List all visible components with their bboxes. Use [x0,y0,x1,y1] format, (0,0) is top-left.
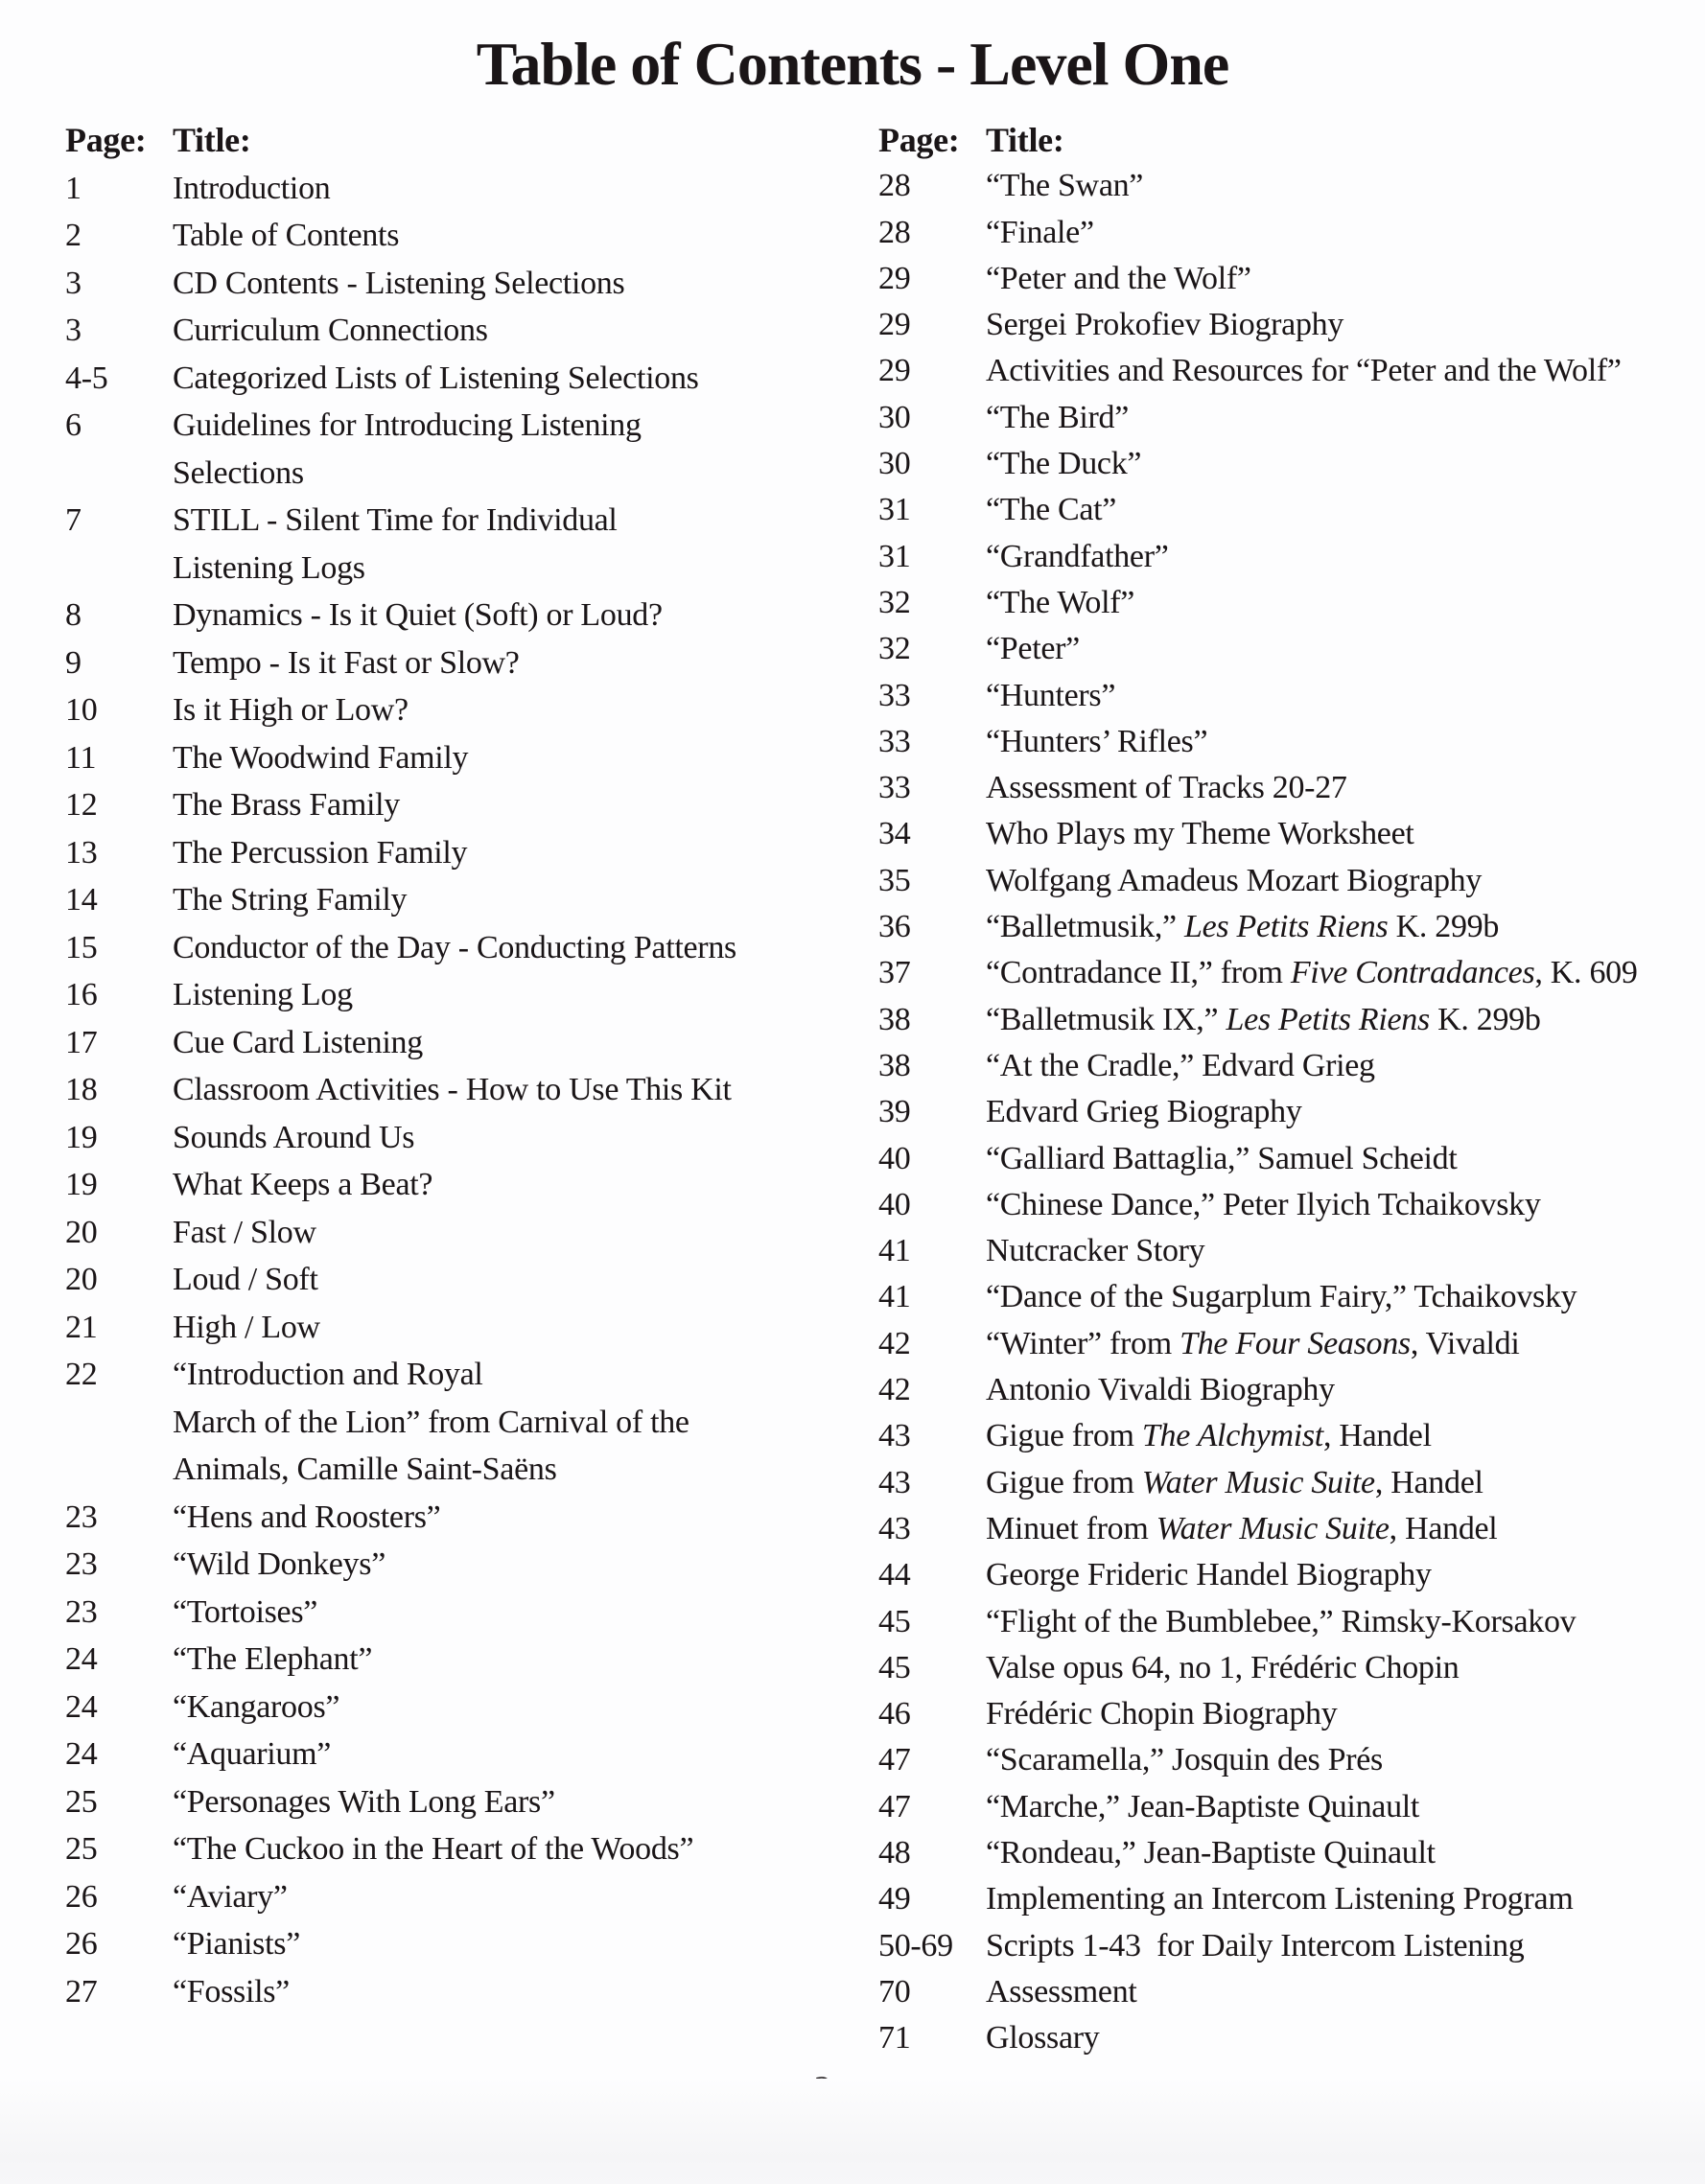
toc-entry-title: Is it High or Low? [173,692,409,728]
toc-entry [65,1968,842,2016]
toc-entry-title: “Hunters’ Rifles” [986,723,1208,759]
toc-entry-title: “Tortoises” [173,1593,318,1630]
toc-entry [878,302,1699,348]
toc-entry-page: 7 [65,502,82,538]
toc-entry-page: 24 [65,1688,98,1725]
toc-entry-title: Antonio Vivaldi Biography [986,1372,1335,1408]
toc-entry [65,592,842,639]
toc-entry-page: 40 [878,1186,911,1222]
toc-entry-page: 38 [878,1001,911,1037]
toc-entry [878,1784,1699,1830]
toc-entry [65,1256,842,1304]
toc-entry [65,1636,842,1684]
toc-entry [878,1645,1699,1691]
toc-entry [878,765,1699,811]
toc-entry-page: 33 [878,770,911,806]
toc-entry-page: 22 [65,1357,98,1392]
toc-entry-page: 21 [65,1309,98,1345]
toc-entry-title: “Galliard Battaglia,” Samuel Scheidt [986,1140,1458,1176]
toc-entry-title: “The Wolf” [986,584,1135,620]
toc-entry-page: 35 [878,862,911,898]
toc-entry-page: 25 [65,1783,98,1820]
toc-entry-page: 32 [878,631,911,667]
toc-entry-page: 14 [65,882,98,918]
toc-entry-page: 47 [878,1788,911,1824]
toc-entry-page: 41 [878,1279,911,1315]
toc-entry [65,1494,842,1542]
toc-entry-title: “The Swan” [986,168,1144,204]
toc-entry-title: Implementing an Intercom Listening Program [986,1881,1574,1917]
toc-entry [878,210,1699,256]
toc-column-left-entries [65,165,842,2016]
toc-entry [878,950,1699,996]
toc-entry-page: 23 [65,1499,98,1535]
toc-entry-title: “Chinese Dance,” Peter Ilyich Tchaikovsky [986,1186,1541,1222]
toc-entry-title: “Finale” [986,214,1094,250]
toc-entry-page: 26 [65,1878,98,1915]
toc-entry [878,811,1699,857]
toc-entry [65,924,842,972]
toc-entry-page: 43 [878,1510,911,1546]
toc-entry-page: 71 [878,2020,911,2056]
toc-entry-page: 17 [65,1024,98,1060]
toc-entry [878,626,1699,672]
toc-entry-title: “Aquarium” [173,1736,332,1772]
toc-entry-title: High / Low [173,1309,320,1345]
toc-entry-title: “Balletmusik IX,” Les Petits Riens K. 299b [986,1001,1541,1037]
toc-entry-page: 36 [878,909,911,945]
toc-entry [878,1969,1699,2015]
toc-entry-page: 23 [65,1546,98,1582]
toc-entry-page: 30 [878,446,911,482]
toc-entry [65,1209,842,1257]
toc-entry-page: 28 [878,168,911,204]
toc-entry-title: The Percussion Family [173,834,468,871]
toc-entry-title: Glossary [986,2020,1100,2056]
toc-entry-page: 70 [878,1973,911,2010]
toc-entry-page: 29 [878,353,911,389]
toc-entry [878,348,1699,394]
toc-entry-page: 13 [65,834,98,871]
toc-column-left [65,117,842,2015]
toc-entry [65,686,842,734]
toc-entry-page: 24 [65,1641,98,1677]
toc-entry-title: “Balletmusik,” Les Petits Riens K. 299b [986,909,1500,945]
toc-entry [65,1541,842,1589]
toc-entry-title: George Frideric Handel Biography [986,1557,1432,1593]
toc-entry-page: 45 [878,1649,911,1685]
toc-entry-page: 8 [65,597,82,633]
toc-entry-page: 19 [65,1119,98,1155]
page-column-header: Page: [878,121,960,159]
toc-entry [878,256,1699,302]
toc-entry-title: Assessment of Tracks 20-27 [986,770,1347,806]
toc-column-right [878,117,1699,2061]
toc-entry-title: Dynamics - Is it Quiet (Soft) or Loud? [173,597,663,633]
toc-entry-title: Classroom Activities - How to Use This Kit [173,1072,732,1107]
toc-entry-page: 44 [878,1557,911,1593]
toc-entry-page: 42 [878,1372,911,1408]
toc-entry [878,673,1699,719]
toc-entry-title: “Aviary” [173,1878,288,1915]
toc-entry-page: 45 [878,1603,911,1639]
toc-entry-page: 20 [65,1262,98,1297]
toc-entry [65,1161,842,1209]
toc-entry-page: 43 [878,1464,911,1500]
toc-entry-title: What Keeps a Beat? [173,1167,433,1202]
toc-entry [878,1923,1699,1969]
toc-entry [878,163,1699,209]
toc-entry-page: 1 [65,170,82,206]
toc-entry [65,639,842,687]
toc-entry [65,734,842,782]
toc-entry-title: Frédéric Chopin Biography [986,1696,1338,1732]
toc-entry-page: 33 [878,677,911,713]
title-column-header: Title: [986,121,1064,159]
toc-entry [878,1830,1699,1876]
toc-entry-title: Cue Card Listening [173,1024,423,1060]
toc-entry-page: 11 [65,739,97,776]
title-column-header: Title: [173,121,251,159]
toc-entry [65,1684,842,1731]
toc-entry [878,1228,1699,1274]
toc-entry-page: 38 [878,1047,911,1083]
toc-entry-title: “The Duck” [986,446,1142,482]
toc-entry-page: 18 [65,1072,98,1107]
toc-entry-title: “Hunters” [986,677,1116,713]
toc-entry-title: “Scaramella,” Josquin des Prés [986,1742,1383,1778]
toc-entry-page: 42 [878,1325,911,1361]
toc-entry [65,829,842,877]
toc-entry-title: “Peter and the Wolf” [986,260,1251,296]
toc-entry-page: 3 [65,313,82,348]
page-column-header: Page: [65,121,147,159]
toc-entry [878,1506,1699,1552]
toc-entry-title: Categorized Lists of Listening Selections [173,360,699,396]
toc-entry-page: 50-69 [878,1927,953,1963]
toc-entry [65,1351,842,1494]
toc-entry [65,1304,842,1352]
toc-entry-page: 12 [65,787,98,823]
page-bottom-shading [0,2079,1705,2184]
toc-entry [65,212,842,260]
toc-entry [65,1920,842,1968]
toc-entry [65,971,842,1019]
toc-entry [878,1460,1699,1506]
toc-entry-page: 23 [65,1593,98,1630]
toc-entry-title: Guidelines for Introducing Listening Selections [173,407,642,491]
toc-entry [878,1321,1699,1367]
toc-entry-title: Table of Contents [173,218,400,253]
toc-entry [878,1182,1699,1228]
toc-entry-title: CD Contents - Listening Selections [173,265,625,301]
toc-entry [65,260,842,308]
toc-entry [65,1825,842,1873]
toc-entry-page: 25 [65,1831,98,1867]
toc-entry-title: “At the Cradle,” Edvard Grieg [986,1047,1375,1083]
toc-entry-page: 3 [65,265,82,301]
toc-column-right-entries [878,163,1699,2061]
toc-entry [65,876,842,924]
toc-entry-title: The Brass Family [173,787,400,823]
toc-entry [878,1367,1699,1413]
toc-entry-page: 40 [878,1140,911,1176]
toc-entry [65,1019,842,1067]
toc-entry-title: Curriculum Connections [173,313,488,348]
toc-entry-page: 6 [65,407,82,443]
toc-entry-title: “Dance of the Sugarplum Fairy,” Tchaikovsky [986,1279,1577,1315]
toc-entry [65,1589,842,1637]
toc-entry-title: Introduction [173,170,331,206]
toc-entry [878,1552,1699,1598]
toc-entry [878,1089,1699,1135]
toc-entry-page: 24 [65,1736,98,1772]
toc-entry-title: “Wild Donkeys” [173,1546,385,1582]
toc-entry [878,858,1699,904]
toc-entry [878,395,1699,441]
toc-entry-page: 28 [878,214,911,250]
toc-entry [878,1043,1699,1089]
toc-entry-title: Nutcracker Story [986,1233,1205,1269]
toc-entry-page: 37 [878,955,911,991]
toc-entry [878,1599,1699,1645]
toc-entry-title: “Marche,” Jean-Baptiste Quinault [986,1788,1420,1824]
toc-entry-page: 39 [878,1094,911,1130]
toc-entry-title: “Grandfather” [986,538,1169,574]
toc-entry-page: 4-5 [65,360,108,396]
toc-entry-title: “The Elephant” [173,1641,373,1677]
toc-entry-title: Sergei Prokofiev Biography [986,307,1344,343]
toc-entry [878,2015,1699,2061]
toc-entry [65,1114,842,1162]
toc-entry-title: Assessment [986,1973,1137,2010]
toc-column-right-header [878,117,1699,163]
toc-entry-title: “The Bird” [986,399,1129,435]
toc-entry [65,781,842,829]
toc-entry-title: Gigue from The Alchymist, Handel [986,1418,1432,1454]
toc-entry [65,307,842,355]
toc-entry-title: The Woodwind Family [173,739,469,776]
page-title: Table of Contents - Level One [476,30,1229,98]
toc-entry-title: “Rondeau,” Jean-Baptiste Quinault [986,1834,1436,1870]
toc-entry-page: 48 [878,1834,911,1870]
toc-entry-page: 20 [65,1214,98,1250]
toc-entry-page: 29 [878,260,911,296]
toc-entry-page: 43 [878,1418,911,1454]
toc-entry-title: “Personages With Long Ears” [173,1783,555,1820]
toc-entry [878,441,1699,487]
toc-entry-title: Listening Log [173,977,353,1012]
toc-entry-page: 49 [878,1881,911,1917]
toc-entry-title: STILL - Silent Time for Individual Listening Logs [173,502,618,586]
toc-entry-title: “Kangaroos” [173,1688,340,1725]
toc-entry-page: 27 [65,1973,98,2010]
toc-entry-title: “Peter” [986,631,1080,667]
toc-entry [878,1413,1699,1459]
toc-entry [878,534,1699,580]
toc-entry-page: 19 [65,1167,98,1202]
toc-entry-page: 32 [878,584,911,620]
toc-entry-page: 34 [878,816,911,852]
toc-entry-page: 41 [878,1233,911,1269]
toc-entry-title: Gigue from Water Music Suite, Handel [986,1464,1483,1500]
toc-entry [65,402,842,497]
toc-entry-title: Edvard Grieg Biography [986,1094,1302,1130]
toc-entry [65,355,842,403]
toc-entry-title: “Introduction and Royal March of the Lion” from Carnival of the Animals, Camille Saint-Saëns [173,1357,689,1487]
toc-entry [878,1274,1699,1320]
toc-entry-title: “Fossils” [173,1973,290,2010]
toc-entry-page: 15 [65,929,98,965]
toc-entry-page: 9 [65,644,82,681]
toc-entry [65,1778,842,1826]
toc-entry-title: Who Plays my Theme Worksheet [986,816,1414,852]
toc-entry [878,1136,1699,1182]
toc-entry [65,497,842,592]
toc-entry-page: 31 [878,538,911,574]
toc-entry [65,1731,842,1778]
toc-entry-title: Loud / Soft [173,1262,318,1297]
toc-entry-page: 16 [65,977,98,1012]
toc-column-left-header [65,117,842,165]
toc-entry-title: “The Cuckoo in the Heart of the Woods” [173,1831,694,1867]
toc-entry-page: 46 [878,1696,911,1732]
toc-entry-title: Tempo - Is it Fast or Slow? [173,644,520,681]
toc-entry-title: Minuet from Water Music Suite, Handel [986,1510,1498,1546]
toc-entry-title: “Flight of the Bumblebee,” Rimsky-Korsakov [986,1603,1577,1639]
toc-entry-title: Wolfgang Amadeus Mozart Biography [986,862,1483,898]
toc-entry [65,165,842,213]
toc-entry-title: Sounds Around Us [173,1119,415,1155]
toc-entry-title: Fast / Slow [173,1214,316,1250]
toc-entry-title: The String Family [173,882,408,918]
toc-entry-title: “Contradance II,” from Five Contradances, K. 609 [986,955,1638,991]
toc-entry-page: 33 [878,723,911,759]
toc-entry-title: “The Cat” [986,492,1117,528]
toc-entry [878,904,1699,950]
toc-entry [878,1737,1699,1783]
toc-entry-title: “Hens and Roosters” [173,1499,441,1535]
toc-entry-page: 26 [65,1926,98,1962]
toc-entry-page: 30 [878,399,911,435]
toc-entry-title: Activities and Resources for “Peter and the Wolf” [986,353,1622,389]
toc-entry-title: “Winter” from The Four Seasons, Vivaldi [986,1325,1520,1361]
toc-entry-title: Valse opus 64, no 1, Frédéric Chopin [986,1649,1460,1685]
toc-entry [878,997,1699,1043]
toc-entry-title: Scripts 1-43 for Daily Intercom Listening [986,1927,1525,1963]
toc-entry [878,1691,1699,1737]
toc-entry [65,1066,842,1114]
toc-entry [878,487,1699,533]
toc-entry-page: 31 [878,492,911,528]
toc-entry-page: 10 [65,692,98,728]
toc-entry-page: 29 [878,307,911,343]
toc-entry [878,580,1699,626]
toc-entry [878,1876,1699,1922]
toc-entry-page: 2 [65,218,82,253]
toc-entry-page: 47 [878,1742,911,1778]
toc-entry-title: “Pianists” [173,1926,300,1962]
toc-entry [878,719,1699,765]
toc-entry-title: Conductor of the Day - Conducting Patterns [173,929,736,965]
toc-entry [65,1873,842,1921]
